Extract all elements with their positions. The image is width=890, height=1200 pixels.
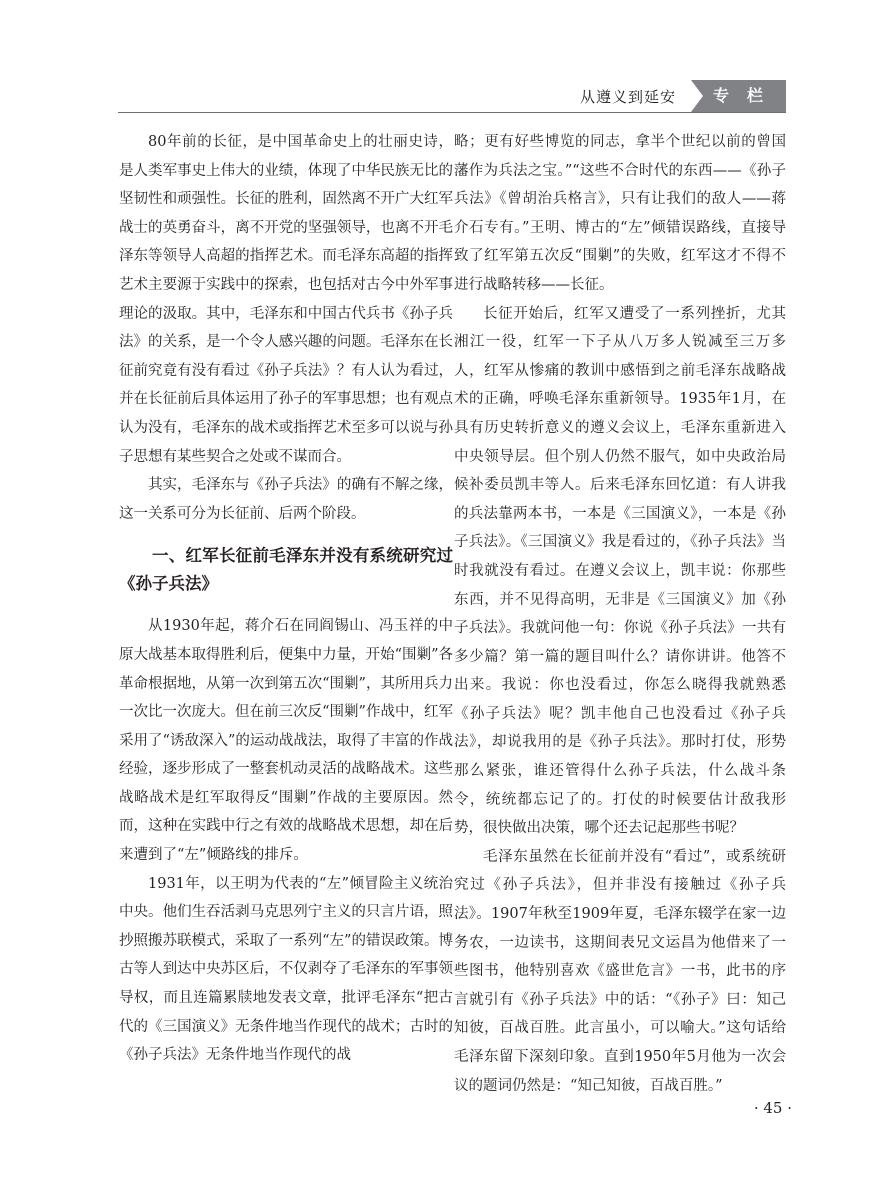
section-heading: 一、红军长征前毛泽东并没有系统研究过《孙子兵法》 [119,546,453,594]
page-header [0,78,890,118]
chevron-icon [691,80,703,112]
header-divider [118,112,786,113]
left-column [119,128,453,1070]
paragraph: 从1930年起，蒋介石在同阎锡山、冯玉祥的中原大战基本取得胜利后，便集中力量，开始“围剿”各革命根据地，从第一次到第五次“围剿”，其所用兵力一次比一次庞大。但在前三次反“围剿”作战中，红军采用了“诱敌深入”的运动战战法，取得了丰富的作战经验，逐步形成了一整套机动灵活的战略战术。这些战略战术是红军取得反“围剿”作战的主要原因。然而，这种在实践中行之有效的战略战术思想，却在后来遭到了“左”倾路线的排斥。 [119,618,453,864]
paragraph: 其实，毛泽东与《孙子兵法》的确有不解之缘，这一关系可分为长征前、后两个阶段。 [119,477,453,522]
paragraph-continued: 略；更有好些博览的同志，拿半个世纪以前的曾国藩作为兵法之宝。”“这些不合时代的东西——《孙子兵法》《曾胡治兵格言》，只有让我们的敌人——蒋介石专有。”王明、博古的“左”倾错误路线，直接导致了红军第五次反“围剿”的失败，红军这才不得不进行战略转移——长征。 [454,134,786,293]
column-label-tab [691,80,786,112]
paragraph: 80年前的长征，是中国革命史上的壮丽史诗，是人类军事史上伟大的业绩，体现了中华民族无比的坚韧性和顽强性。长征的胜利，固然离不开广大红军战士的英勇奋斗，离不开党的坚强领导，也离不开毛泽东等领导人高超的指挥艺术。而毛泽东高超的指挥艺术主要源于实践中的探索，也包括对古今中外军事理论的汲取。其中，毛泽东和中国古代兵书《孙子兵法》的关系，是一个令人感兴趣的问题。毛泽东在长征前究竟有没有看过《孙子兵法》？有人认为看过，并在长征前后具体运用了孙子的军事思想；也有观点认为没有，毛泽东的战术或指挥艺术至多可以说与孙子思想有某些契合之处或不谋而合。 [119,134,453,465]
page-number: · 45 · [753,1099,792,1117]
column-label: 专栏 [713,86,782,105]
right-column [454,128,786,1100]
paragraph: 长征开始后，红军又遭受了一系列挫折，尤其湘江一役，红军一下子从八万多人锐减至三万多人，红军从惨痛的教训中感悟到之前毛泽东战略战术的正确，呼唤毛泽东重新领导。1935年1月，在具有历史转折意义的遵义会议上，毛泽东重新进入中央领导层。但个别人仍然不服气，如中央政治局候补委员凯丰等人。后来毛泽东回忆道：有人讲我的兵法靠两本书，一本是《三国演义》，一本是《孙子兵法》。《三国演义》我是看过的，《孙子兵法》当时我就没有看过。在遵义会议上，凯丰说：你那些东西，并不见得高明，无非是《三国演义》加《孙子兵法》。我就问他一句：你说《孙子兵法》一共有多少篇？第一篇的题目叫什么？请你讲讲。他答不出来。我说：你也没看过，你怎么晓得我就熟悉《孙子兵法》呢？凯丰他自己也没看过《孙子兵法》，却说我用的是《孙子兵法》。那时打仗，形势那么紧张，谁还管得什么孙子兵法，什么战斗条令，统统都忘记了的。打仗的时候要估计敌我形势，很快做出决策，哪个还去记起那些书呢？ [454,305,786,837]
paragraph: 毛泽东虽然在长征前并没有“看过”，或系统研究过《孙子兵法》，但并非没有接触过《孙子兵法》。1907年秋至1909年夏，毛泽东辍学在家一边务农，一边读书，这期间表兄文运昌为他借来了一些图书，他特别喜欢《盛世危言》一书，此书的序言就引有《孙子兵法》中的话：“《孙子》曰：知己知彼，百战百胜。此言虽小，可以喻大。”这句话给毛泽东留下深刻印象。直到1950年5月他为一次会议的题词仍然是：“知己知彼，百战百胜。” [454,848,786,1094]
paragraph: 1931年，以王明为代表的“左”倾冒险主义统治中央。他们生吞活剥马克思列宁主义的只言片语，照抄照搬苏联模式，采取了一系列“左”的错误政策。博古等人到达中央苏区后，不仅剥夺了毛泽东的军事领导权，而且连篇累牍地发表文章，批评毛泽东“把古代的《三国演义》无条件地当作现代的战术；古时的《孙子兵法》无条件地当作现代的战 [119,875,453,1064]
series-title: 从遵义到延安 [579,88,676,106]
